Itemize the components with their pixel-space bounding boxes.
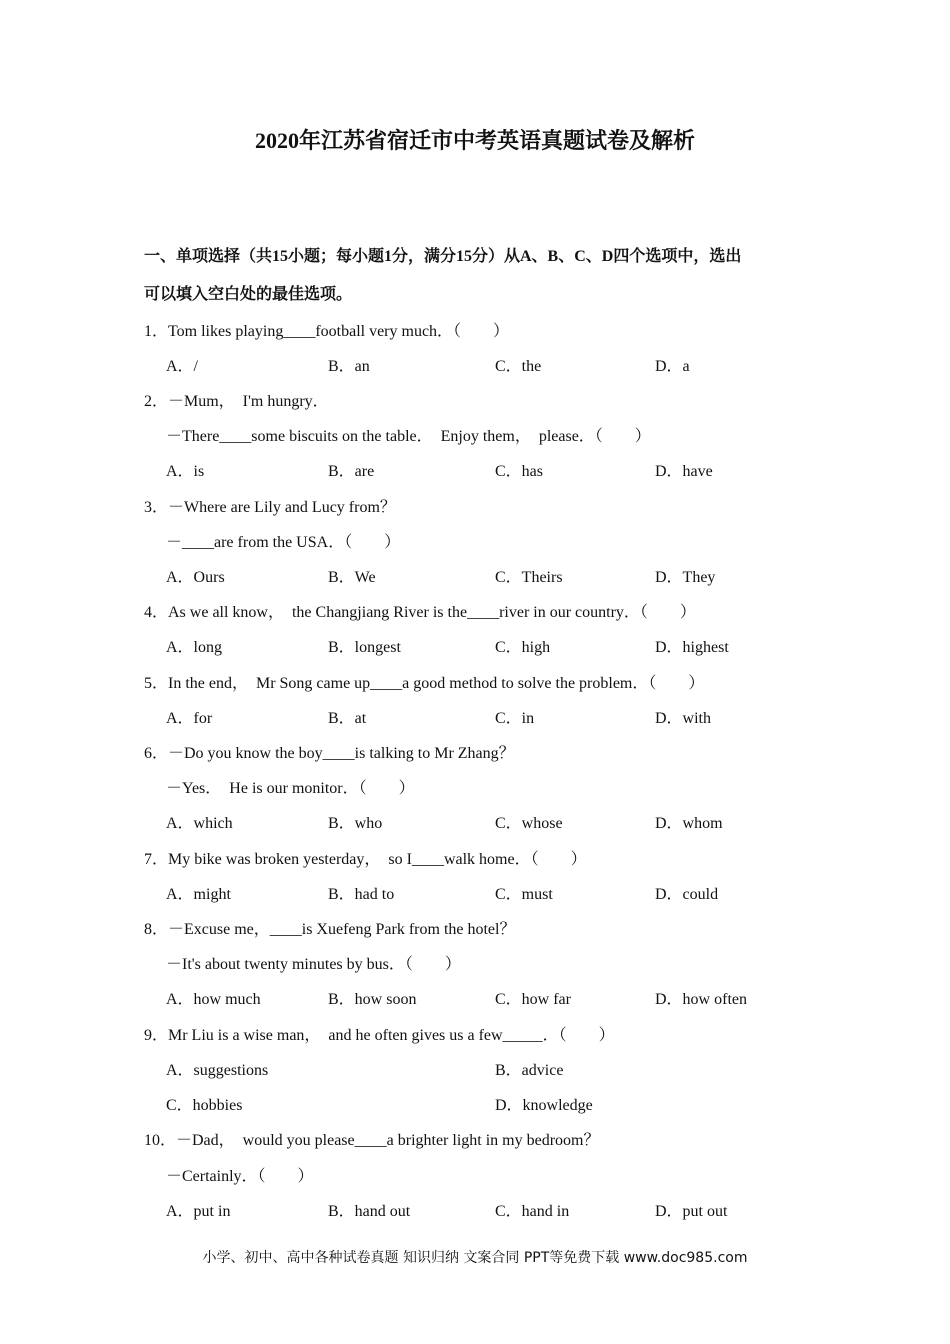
question-6-option-c: C．whose: [495, 815, 563, 832]
question-7-option-a: A．might: [166, 886, 231, 903]
question-2-reply: －There____some biscuits on the table． Enjoy them， please．（ ）: [166, 428, 651, 445]
section-heading: [144, 238, 824, 314]
question-3-option-b: B．We: [328, 569, 376, 586]
question-7-option-b: B．had to: [328, 886, 395, 903]
question-4-stem: 4．As we all know， the Changjiang River is the____river in our country．（ ）: [144, 604, 696, 621]
section-instruction-line-1: 一、单项选择（共15小题；每小题1分，满分15分）从A、B、C、D四个选项中，选出: [144, 248, 742, 265]
question-8-reply: －It's about twenty minutes by bus．（ ）: [166, 956, 461, 973]
question-9-option-c: C．hobbies: [166, 1097, 243, 1114]
question-10-option-b: B．hand out: [328, 1203, 411, 1220]
question-10-option-a: A．put in: [166, 1203, 231, 1220]
question-6-reply: －Yes． He is our monitor．（ ）: [166, 780, 415, 797]
question-3-stem: 3．－Where are Lily and Lucy from？: [144, 499, 396, 516]
question-10-reply: －Certainly．（ ）: [166, 1168, 314, 1185]
question-8-option-b: B．how soon: [328, 991, 417, 1008]
question-10-stem: 10．－Dad， would you please____a brighter light in my bedroom？: [144, 1132, 600, 1149]
question-5-option-b: B．at: [328, 710, 367, 727]
question-9-stem: 9．Mr Liu is a wise man， and he often gives us a few_____．（ ）: [144, 1027, 615, 1044]
question-5-stem: 5．In the end， Mr Song came up____a good method to solve the problem．（ ）: [144, 675, 705, 692]
question-4-option-a: A．long: [166, 639, 223, 656]
question-10-option-d: D．put out: [655, 1203, 728, 1220]
footer-link-text[interactable]: 小学、初中、高中各种试卷真题 知识归纳 文案合同 PPT等免费下载 www.doc985.com: [202, 1250, 748, 1266]
question-1-stem: 1．Tom likes playing____football very much．（ ）: [144, 323, 510, 340]
question-6-stem: 6．－Do you know the boy____is talking to Mr Zhang？: [144, 745, 515, 762]
question-8-option-c: C．how far: [495, 991, 571, 1008]
page-title: 2020年江苏省宿迁市中考英语真题试卷及解析: [254, 128, 695, 153]
question-7-stem: 7．My bike was broken yesterday， so I____walk home．（ ）: [144, 851, 587, 868]
question-2-option-d: D．have: [655, 463, 713, 480]
question-9-option-b: B．advice: [495, 1062, 564, 1079]
question-4-option-b: B．longest: [328, 639, 401, 656]
question-3-reply: －____are from the USA．（ ）: [166, 534, 401, 551]
question-6-option-d: D．whom: [655, 815, 723, 832]
question-4-option-d: D．highest: [655, 639, 729, 656]
question-5-option-a: A．for: [166, 710, 213, 727]
question-5-option-d: D．with: [655, 710, 712, 727]
question-8-option-a: A．how much: [166, 991, 261, 1008]
question-6-option-a: A．which: [166, 815, 233, 832]
question-1-option-c: C．the: [495, 358, 542, 375]
question-8-option-d: D．how often: [655, 991, 747, 1008]
question-10-option-c: C．hand in: [495, 1203, 570, 1220]
question-2-stem: 2．－Mum， I'm hungry．: [144, 393, 329, 410]
question-1-option-a: A．/: [166, 358, 199, 375]
question-8-stem: 8．－Excuse me，____is Xuefeng Park from the hotel？: [144, 921, 516, 938]
question-5-option-c: C．in: [495, 710, 535, 727]
question-9-option-a: A．suggestions: [166, 1062, 269, 1079]
question-6-option-b: B．who: [328, 815, 383, 832]
question-2-option-a: A．is: [166, 463, 205, 480]
question-3-option-c: C．Theirs: [495, 569, 563, 586]
question-1-option-b: B．an: [328, 358, 370, 375]
section-instruction-line-2: 可以填入空白处的最佳选项。: [144, 286, 353, 303]
question-3-option-d: D．They: [655, 569, 716, 586]
question-9-option-d: D．knowledge: [495, 1097, 593, 1114]
question-3-option-a: A．Ours: [166, 569, 225, 586]
question-7-option-c: C．must: [495, 886, 553, 903]
question-4-option-c: C．high: [495, 639, 551, 656]
question-2-option-b: B．are: [328, 463, 375, 480]
question-2-option-c: C．has: [495, 463, 544, 480]
question-1-option-d: D．a: [655, 358, 690, 375]
question-7-option-d: D．could: [655, 886, 719, 903]
